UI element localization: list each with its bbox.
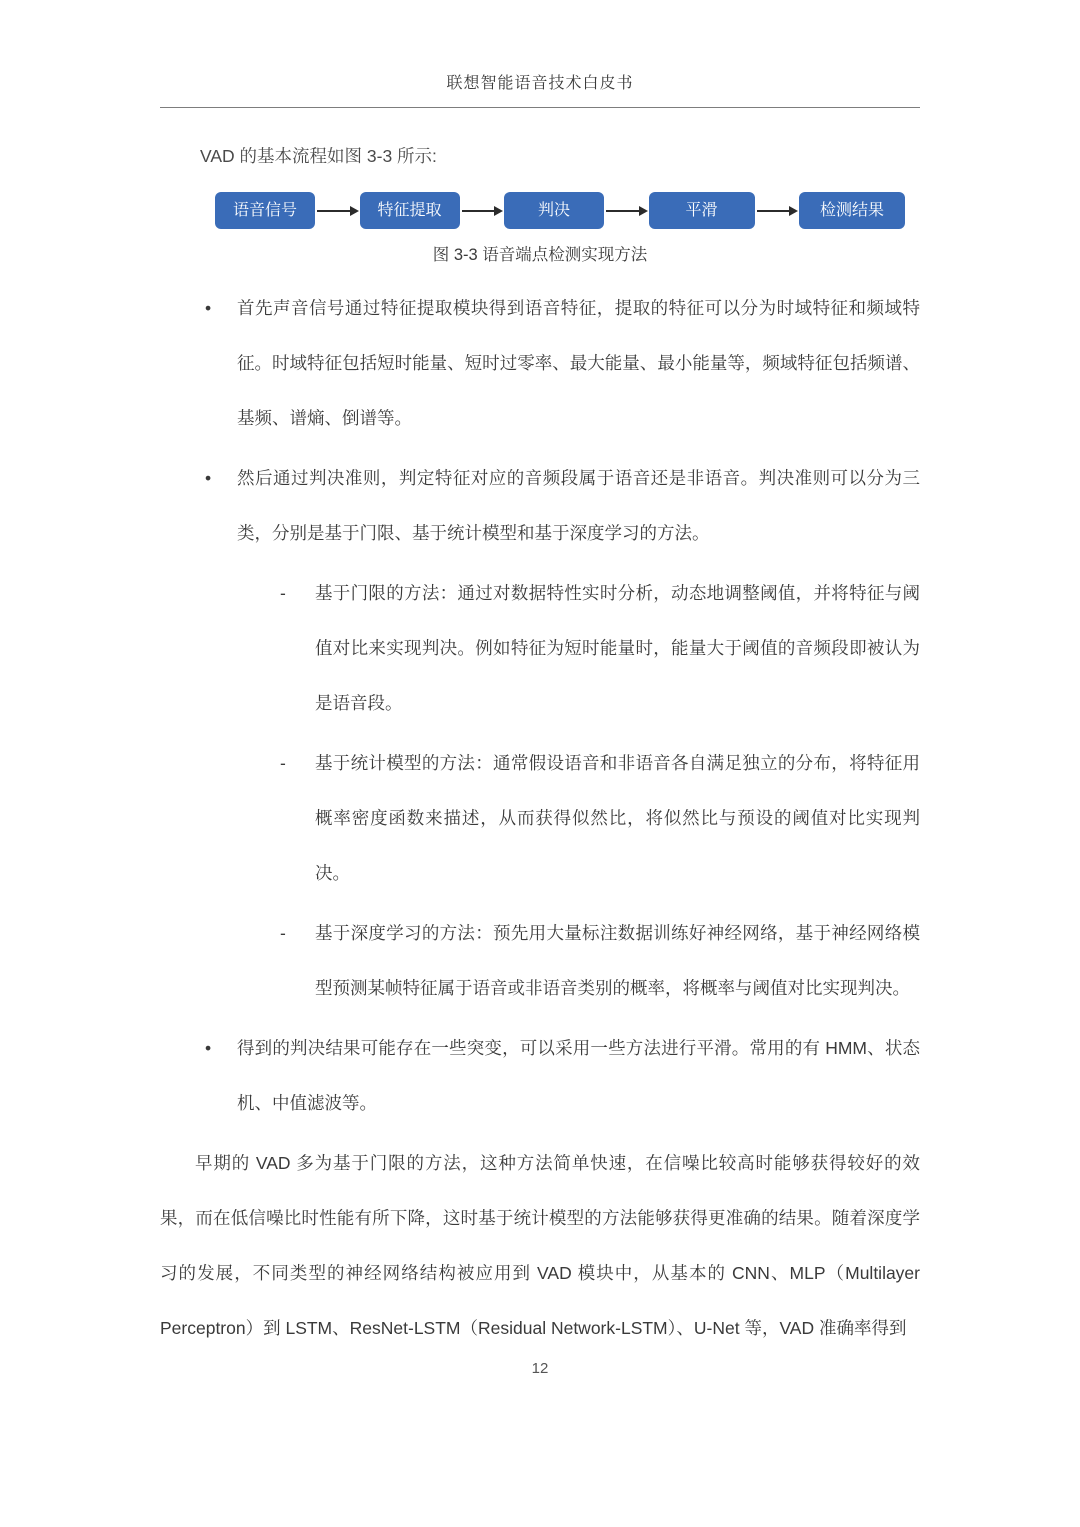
page-footer (0, 1360, 1080, 1377)
flow-node-detection-result: 检测结果 (799, 192, 905, 229)
dash-marker: - (280, 753, 286, 773)
flow-node-decision: 判决 (504, 192, 604, 229)
bullet-marker: • (205, 1038, 212, 1058)
page-number: 12 (531, 1360, 549, 1377)
dash-marker: - (280, 923, 286, 943)
sub-bullet-statistical-model-method (160, 736, 920, 901)
sub-bullet-threshold-method (160, 566, 920, 731)
bullet-marker: • (205, 298, 212, 318)
dash-marker: - (280, 583, 286, 603)
bullet-text: 基于门限的方法：通过对数据特性实时分析，动态地调整阈值，并将特征与阈值对比来实现判决。例如特征为短时能量时，能量大于阈值的音频段即被认为是语音段。 (315, 583, 920, 713)
bullet-item-feature-extraction (160, 281, 920, 446)
bullet-text: 基于深度学习的方法：预先用大量标注数据训练好神经网络，基于神经网络模型预测某帧特征属于语音或非语音类别的概率，将概率与阈值对比实现判决。 (315, 923, 920, 998)
arrow-right-icon (757, 210, 797, 212)
bullet-list (160, 281, 920, 1131)
bullet-text: 首先声音信号通过特征提取模块得到语音特征，提取的特征可以分为时域特征和频域特征。时域特征包括短时能量、短时过零率、最大能量、最小能量等，频域特征包括频谱、基频、谱熵、倒谱等。 (237, 298, 920, 428)
bullet-marker: • (205, 468, 212, 488)
bullet-text: 基于统计模型的方法：通常假设语音和非语音各自满足独立的分布，将特征用概率密度函数来描述，从而获得似然比，将似然比与预设的阈值对比实现判决。 (315, 753, 920, 883)
document-title: 联想智能语音技术白皮书 (446, 75, 634, 92)
sub-bullet-deep-learning-method (160, 906, 920, 1016)
flow-node-feature-extraction: 特征提取 (360, 192, 460, 229)
figure-caption: 图 3-3 语音端点检测实现方法 (432, 246, 648, 264)
bullet-item-smoothing (160, 1021, 920, 1131)
flow-node-smoothing: 平滑 (649, 192, 755, 229)
bullet-text: 得到的判决结果可能存在一些突变，可以采用一些方法进行平滑。常用的有 HMM、状态机、中值滤波等。 (237, 1038, 920, 1113)
page-content (160, 142, 920, 1356)
flow-node-speech-signal: 语音信号 (215, 192, 315, 229)
bullet-text: 然后通过判决准则，判定特征对应的音频段属于语音还是非语音。判决准则可以分为三类，分别是基于门限、基于统计模型和基于深度学习的方法。 (237, 468, 920, 543)
closing-paragraph: 早期的 VAD 多为基于门限的方法，这种方法简单快速，在信噪比较高时能够获得较好的效果，而在低信噪比时性能有所下降，这时基于统计模型的方法能够获得更准确的结果。随着深度学习的发展，不同类型的神经网络结构被应用到 VAD 模块中，从基本的 CNN、MLP（Multilayer Perceptron）到 LSTM、ResNet-LSTM（Residual Network-LSTM）、U-Net 等，VAD 准确率得到 (160, 1153, 920, 1338)
document-header (160, 70, 920, 108)
bullet-item-decision-rule (160, 451, 920, 561)
vad-flowchart (215, 192, 905, 229)
arrow-right-icon (317, 210, 357, 212)
arrow-right-icon (462, 210, 502, 212)
intro-line: VAD 的基本流程如图 3-3 所示: (200, 146, 437, 166)
arrow-right-icon (606, 210, 646, 212)
